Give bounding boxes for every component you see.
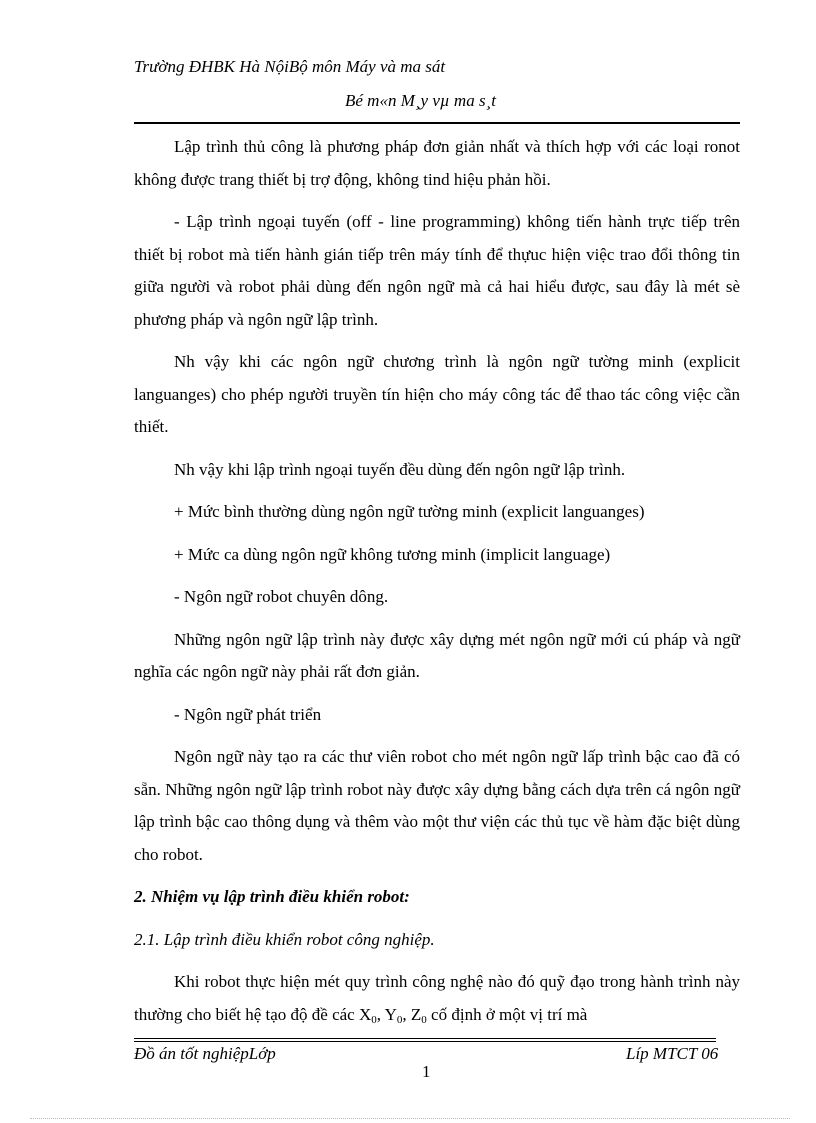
page-number: 1 bbox=[422, 1062, 431, 1081]
page-edge-dotted-line bbox=[30, 1118, 790, 1119]
paragraph: - Lập trình ngoại tuyến (off - line programming) không tiến hành trực tiếp trên thiết bị robot mà tiến hành gián tiếp trên máy tính để thựuc hiện việc trao đổi thông tin giữa người và robot phải dùng đến ngôn ngữ mà cả hai hiểu được, sau đây là mét sè phương pháp và ngôn ngữ lập trình. bbox=[134, 212, 740, 329]
paragraph-text: , Z bbox=[402, 1004, 422, 1024]
subsection-heading: 2.1. Lập trình điều khiển robot công nghiệp. bbox=[134, 929, 435, 949]
paragraph: - Ngôn ngữ phát triển bbox=[174, 704, 322, 724]
paragraph: Những ngôn ngữ lập trình này được xây dựng mét ngôn ngữ mới cú pháp và ngữ nghĩa các ngôn ngữ này phải rất đơn giản. bbox=[134, 629, 740, 681]
paragraph-text: cố định ở một vị trí mà bbox=[426, 1004, 588, 1024]
paragraph-text: Khi robot thực hiện mét quy trình công nghệ nào đó quỹ đạo trong hành trình này thường cho biết hệ tạo độ đề các X bbox=[134, 972, 740, 1024]
subscript: 0 bbox=[396, 1013, 403, 1026]
paragraph: Ngôn ngữ này tạo ra các thư viên robot cho mét ngôn ngữ lấp trình bậc cao đã có sẵn. Những ngôn ngữ lập trình robot này được xây dựng bằng cách dựa trên cá ngôn ngữ lập trình bậc cao thông dụng và thêm vào một thư viện các thủ tục về hàm đặc biệt dùng cho robot. bbox=[134, 747, 740, 864]
paragraph: Lập trình thủ công là phương pháp đơn giản nhất và thích hợp với các loại ronot không được trang thiết bị trợ động, không tind hiệu phản hồi. bbox=[134, 137, 740, 189]
paragraph: + Mức bình thường dùng ngôn ngữ tường minh (explicit languanges) bbox=[174, 502, 645, 521]
footer-left-text: Đồ án tốt nghiệpLớp bbox=[134, 1044, 276, 1063]
paragraph-text: , Y bbox=[376, 1004, 397, 1024]
subscript: 0 bbox=[421, 1013, 427, 1026]
paragraph bbox=[134, 966, 740, 1036]
header-rule bbox=[134, 122, 740, 124]
footer-rule bbox=[134, 1041, 716, 1042]
paragraph: Nh vậy khi lập trình ngoại tuyến đều dùng đến ngôn ngữ lập trình. bbox=[174, 459, 626, 479]
paragraph: + Mức ca dùng ngôn ngữ không tương minh (implicit language) bbox=[174, 544, 611, 564]
footer-right-text: Líp MTCT 06 bbox=[626, 1044, 719, 1063]
header-school-department: Trường ĐHBK Hà NộiBộ môn Máy và ma sát bbox=[134, 57, 446, 76]
paragraph: - Ngôn ngữ robot chuyên dông. bbox=[174, 587, 389, 606]
footer-rule bbox=[134, 1038, 716, 1039]
header-department-legacy-encoding: Bé m«n M¸y vµ ma s¸t bbox=[345, 91, 496, 110]
section-heading: 2. Nhiệm vụ lập trình điều khiển robot: bbox=[134, 887, 410, 906]
subscript: 0 bbox=[371, 1013, 377, 1026]
document-body bbox=[134, 131, 740, 1046]
paragraph: Nh vậy khi các ngôn ngữ chương trình là ngôn ngữ tường minh (explicit languanges) cho phép người truyền tín hiện cho máy công tác để thao tác công việc cần thiết. bbox=[134, 352, 740, 436]
